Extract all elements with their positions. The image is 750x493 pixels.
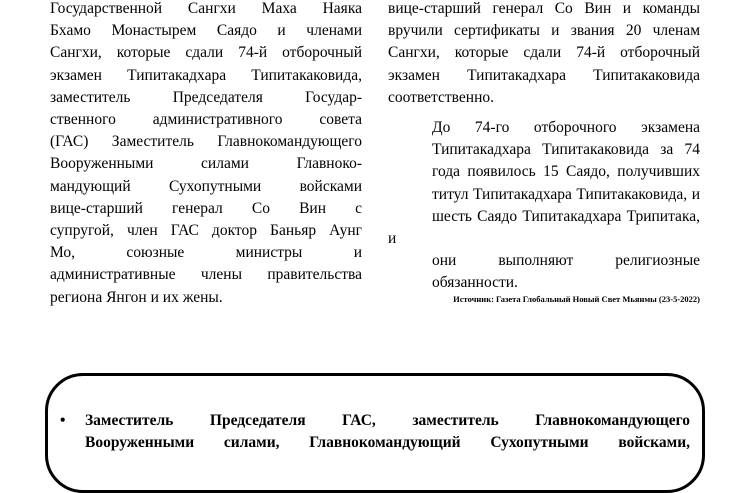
left-column-line: (ГАС) Заместитель Главнокомандующего (50, 133, 362, 151)
highlight-bullet-text (85, 410, 690, 454)
right-paragraph-2-line: До 74-го отборочного экзамена (432, 119, 700, 137)
bullet-icon: • (60, 412, 66, 429)
highlight-bullet-line: Заместитель Председателя ГАС, заместитель Главнокомандующего (85, 412, 690, 429)
right-paragraph-2-line: титул Типитакадхара Типитакаковида, и (432, 185, 700, 203)
right-paragraph-1-line: экзамен Типитакадхара Типитакаковида (388, 66, 700, 84)
right-paragraph-2-line: Типитакадхара Типитакаковида за 74 (432, 141, 700, 159)
right-paragraph-2-line: они выполняют религиозные (432, 252, 700, 270)
right-paragraph-1-line: соответственно. (388, 88, 494, 106)
left-column-line: административные члены правительства (50, 266, 362, 284)
left-column-line: Сангхи, которые сдали 74-й отборочный (50, 44, 362, 62)
left-column-line: заместитель Председателя Государ- (50, 88, 362, 106)
right-paragraph-2-line: шесть Саядо Типитакадхара Трипитака, и (388, 207, 700, 248)
left-column-line: Государственной Сангхи Маха Наяка (50, 0, 362, 17)
left-column-line: Мо, союзные министры и (50, 244, 362, 262)
left-column-line: региона Янгон и их жены. (50, 288, 223, 306)
right-paragraph-1 (388, 0, 700, 109)
left-column-line: Вооруженными силами Главноко- (50, 155, 362, 173)
left-column-line: мандующий Сухопутными войсками (50, 177, 362, 195)
right-column (388, 0, 700, 295)
left-column (50, 0, 362, 309)
left-column-line: вице-старший генерал Со Вин с (50, 199, 362, 217)
right-paragraph-2 (388, 117, 700, 295)
right-paragraph-1-line: вице-старший генерал Со Вин и команды (388, 0, 700, 17)
right-paragraph-1-line: вручили сертификаты и звания 20 членам (388, 22, 700, 40)
highlight-bullet-item (60, 410, 690, 454)
highlight-bullet-line: Вооруженными силами, Главнокомандующий Сухопутными войсками, (85, 434, 690, 451)
right-paragraph-1-line: Сангхи, которые сдали 74-й отборочный (388, 44, 700, 62)
left-column-line: ственного административного совета (50, 111, 362, 129)
left-column-line: супругой, член ГАС доктор Баньяр Аунг (50, 222, 362, 240)
right-paragraph-2-line: года появилось 15 Саядо, получивших (432, 163, 700, 181)
source-note: Источник: Газета Глобальный Новый Свет Мьянмы (23-5-2022) (453, 294, 700, 304)
left-column-line: Бхамо Монастырем Саядо и членами (50, 22, 362, 40)
left-column-line: экзамен Типитакадхара Типитакаковида, (50, 66, 362, 84)
right-paragraph-2-line: обязанности. (432, 274, 518, 292)
